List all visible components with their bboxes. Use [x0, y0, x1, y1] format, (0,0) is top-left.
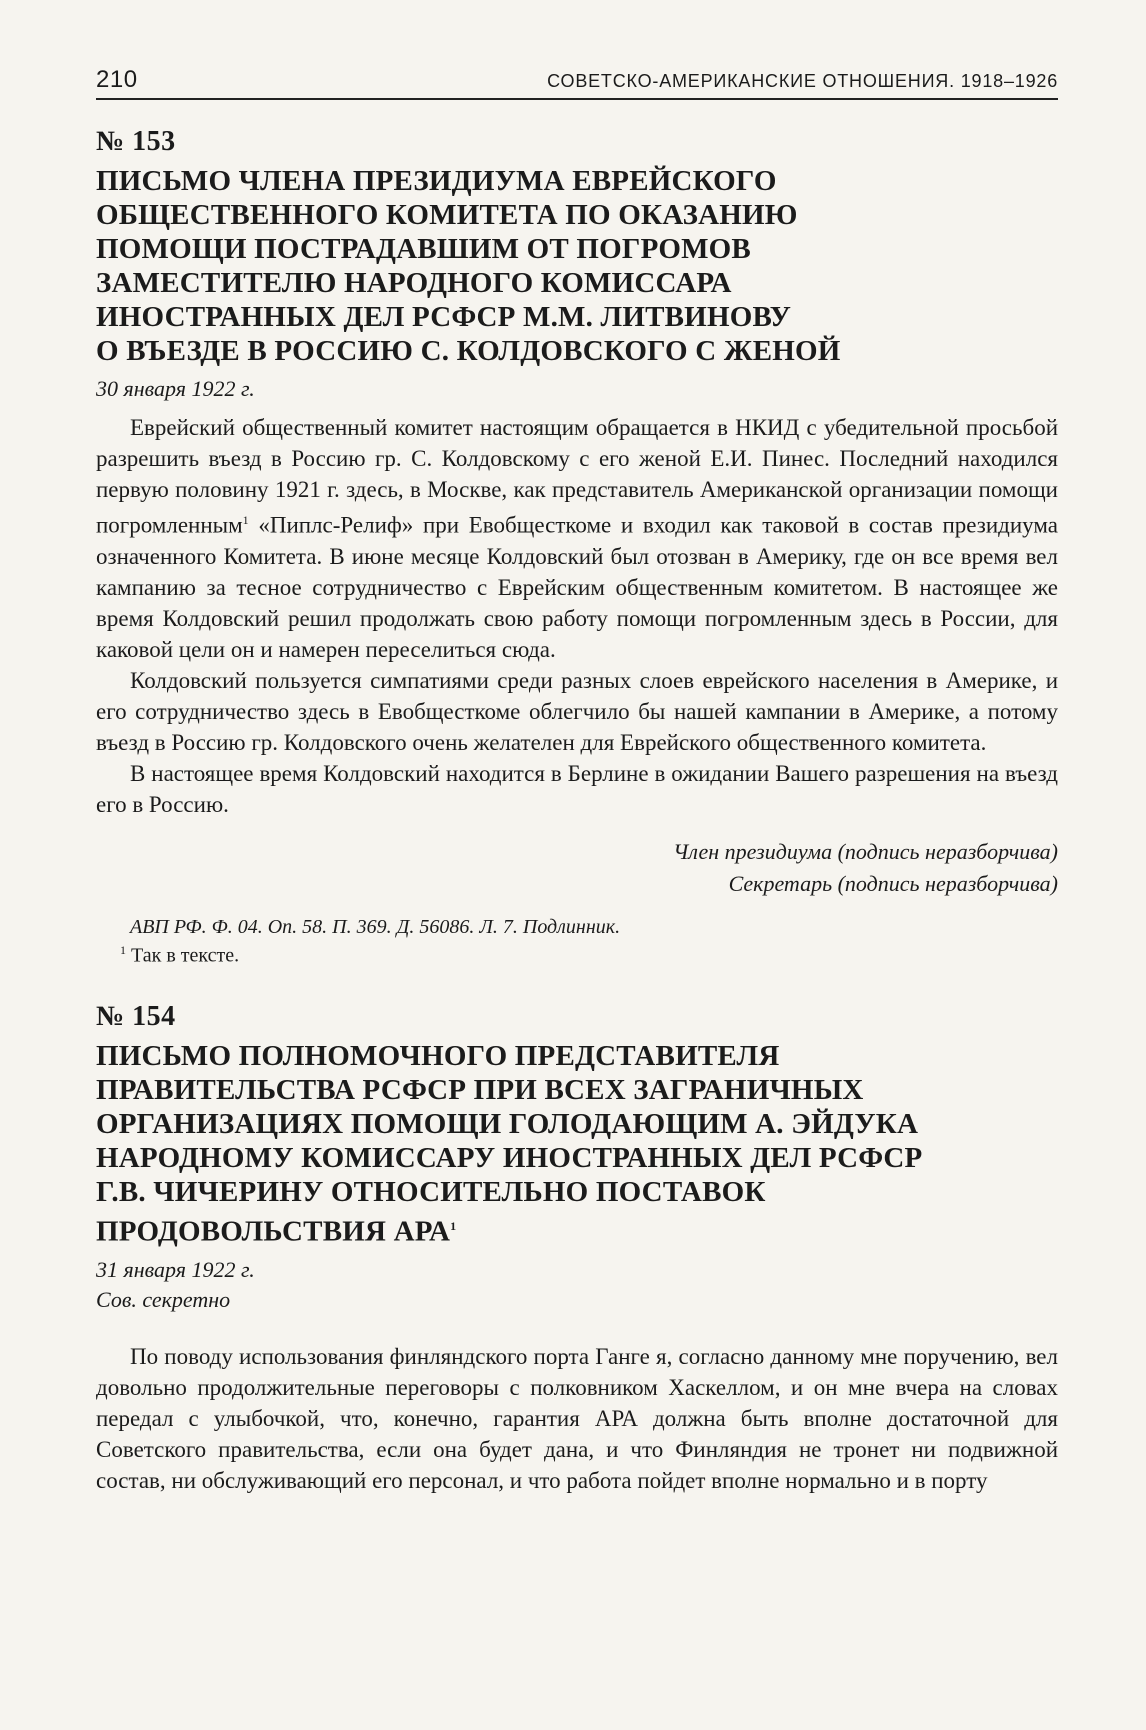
document-153 — [96, 126, 1058, 967]
title-line: ОБЩЕСТВЕННОГО КОМИТЕТА ПО ОКАЗАНИЮ — [96, 199, 798, 231]
archive-reference: АВП РФ. Ф. 04. Оп. 58. П. 369. Д. 56086. Л. 7. Подлинник. — [130, 915, 621, 938]
classification-mark: Сов. секретно — [96, 1286, 231, 1312]
footnote-text: Так в тексте. — [126, 944, 240, 967]
title-text: ПРОДОВОЛЬСТВИЯ АРА — [96, 1215, 451, 1248]
book-page — [96, 58, 1058, 1496]
footnote-marker: 1 — [242, 513, 249, 527]
running-head — [96, 58, 1058, 100]
title-line — [96, 1209, 1058, 1249]
footnote — [96, 943, 1058, 968]
title-line: ПРАВИТЕЛЬСТВА РСФСР ПРИ ВСЕХ ЗАГРАНИЧНЫХ — [96, 1074, 864, 1107]
title-line: Г.В. ЧИЧЕРИНУ ОТНОСИТЕЛЬНО ПОСТАВОК — [96, 1176, 766, 1209]
title-line: ПИСЬМО ЧЛЕНА ПРЕЗИДИУМА ЕВРЕЙСКОГО — [96, 165, 777, 197]
document-154 — [96, 1001, 1058, 1496]
document-title — [96, 164, 1058, 368]
title-line: ИНОСТРАННЫХ ДЕЛ РСФСР М.М. ЛИТВИНОВУ — [96, 301, 792, 333]
paragraph-text: Еврейский общественный комитет настоящим обращается в НКИД с убедительной просьбой разрешить въезд в Россию гр. С. Колдовскому с его женой Е.И. Пинес. Последний находился первую половину 1921 г. здесь, в Москве, как представитель Американской организации помощи погромленным — [96, 415, 1058, 538]
body-paragraph — [96, 412, 1058, 665]
title-line: ПОМОЩИ ПОСТРАДАВШИМ ОТ ПОГРОМОВ — [96, 233, 751, 265]
document-date: 31 января 1922 г. — [96, 1256, 255, 1282]
signatures — [96, 836, 1058, 900]
document-title — [96, 1039, 1058, 1249]
document-body — [96, 412, 1058, 820]
footnote-number: 1 — [120, 942, 126, 957]
signature-presidium-member: Член президиума (подпись неразборчива) — [673, 838, 1058, 864]
paragraph-text: «Пиплс-Релиф» при Евобщесткоме и входил как таковой в состав президиума означенного Комитета. В июне месяце Колдовский был отозван в Америку, где он все время вел кампанию за тесное сотрудничество с Еврейским общественным комитетом. В настоящее же время Колдовский решил продолжать свою работу помощи погромленным здесь в России, для каковой цели он и намерен переселиться сюда. — [96, 512, 1058, 662]
body-paragraph: По поводу использования финляндского порта Ганге я, согласно данному мне поручению, вел довольно продолжительные переговоры с полковником Хаскеллом, и он мне вчера на словах передал с улыбочкой, что, конечно, гарантия АРА должна быть вполне достаточной для Советского правительства, если она будет дана, и что Финляндия не тронет ни подвижной состав, ни обслуживающий его персонал, и что работа пойдет вполне нормально и в порту — [96, 1343, 1058, 1493]
title-line: ЗАМЕСТИТЕЛЮ НАРОДНОГО КОМИССАРА — [96, 267, 732, 299]
body-paragraph: Колдовский пользуется симпатиями среди разных слоев еврейского населения в Америке, и его сотрудничество здесь в Евобщесткоме облегчило бы нашей кампании в Америке, а потому въезд в Россию гр. Колдовского очень желателен для Еврейского общественного комитета. — [96, 667, 1058, 755]
title-line: О ВЪЕЗДЕ В РОССИЮ С. КОЛДОВСКОГО С ЖЕНОЙ — [96, 335, 841, 367]
document-number: № 154 — [96, 1001, 176, 1033]
title-line: НАРОДНОМУ КОМИССАРУ ИНОСТРАННЫХ ДЕЛ РСФСР — [96, 1142, 923, 1175]
running-title: СОВЕТСКО-АМЕРИКАНСКИЕ ОТНОШЕНИЯ. 1918–1926 — [547, 71, 1058, 91]
document-number: № 153 — [96, 126, 176, 157]
title-line: ОРГАНИЗАЦИЯХ ПОМОЩИ ГОЛОДАЮЩИМ А. ЭЙДУКА — [96, 1108, 919, 1141]
footnote-marker: 1 — [450, 1219, 457, 1234]
body-paragraph: В настоящее время Колдовский находится в Берлине в ожидании Вашего разрешения на въезд его в Россию. — [96, 760, 1058, 817]
title-line: ПИСЬМО ПОЛНОМОЧНОГО ПРЕДСТАВИТЕЛЯ — [96, 1040, 780, 1073]
document-date: 30 января 1922 г. — [96, 376, 255, 401]
page-number: 210 — [96, 66, 138, 93]
document-body — [96, 1341, 1058, 1496]
signature-secretary: Секретарь (подпись неразборчива) — [728, 870, 1058, 896]
